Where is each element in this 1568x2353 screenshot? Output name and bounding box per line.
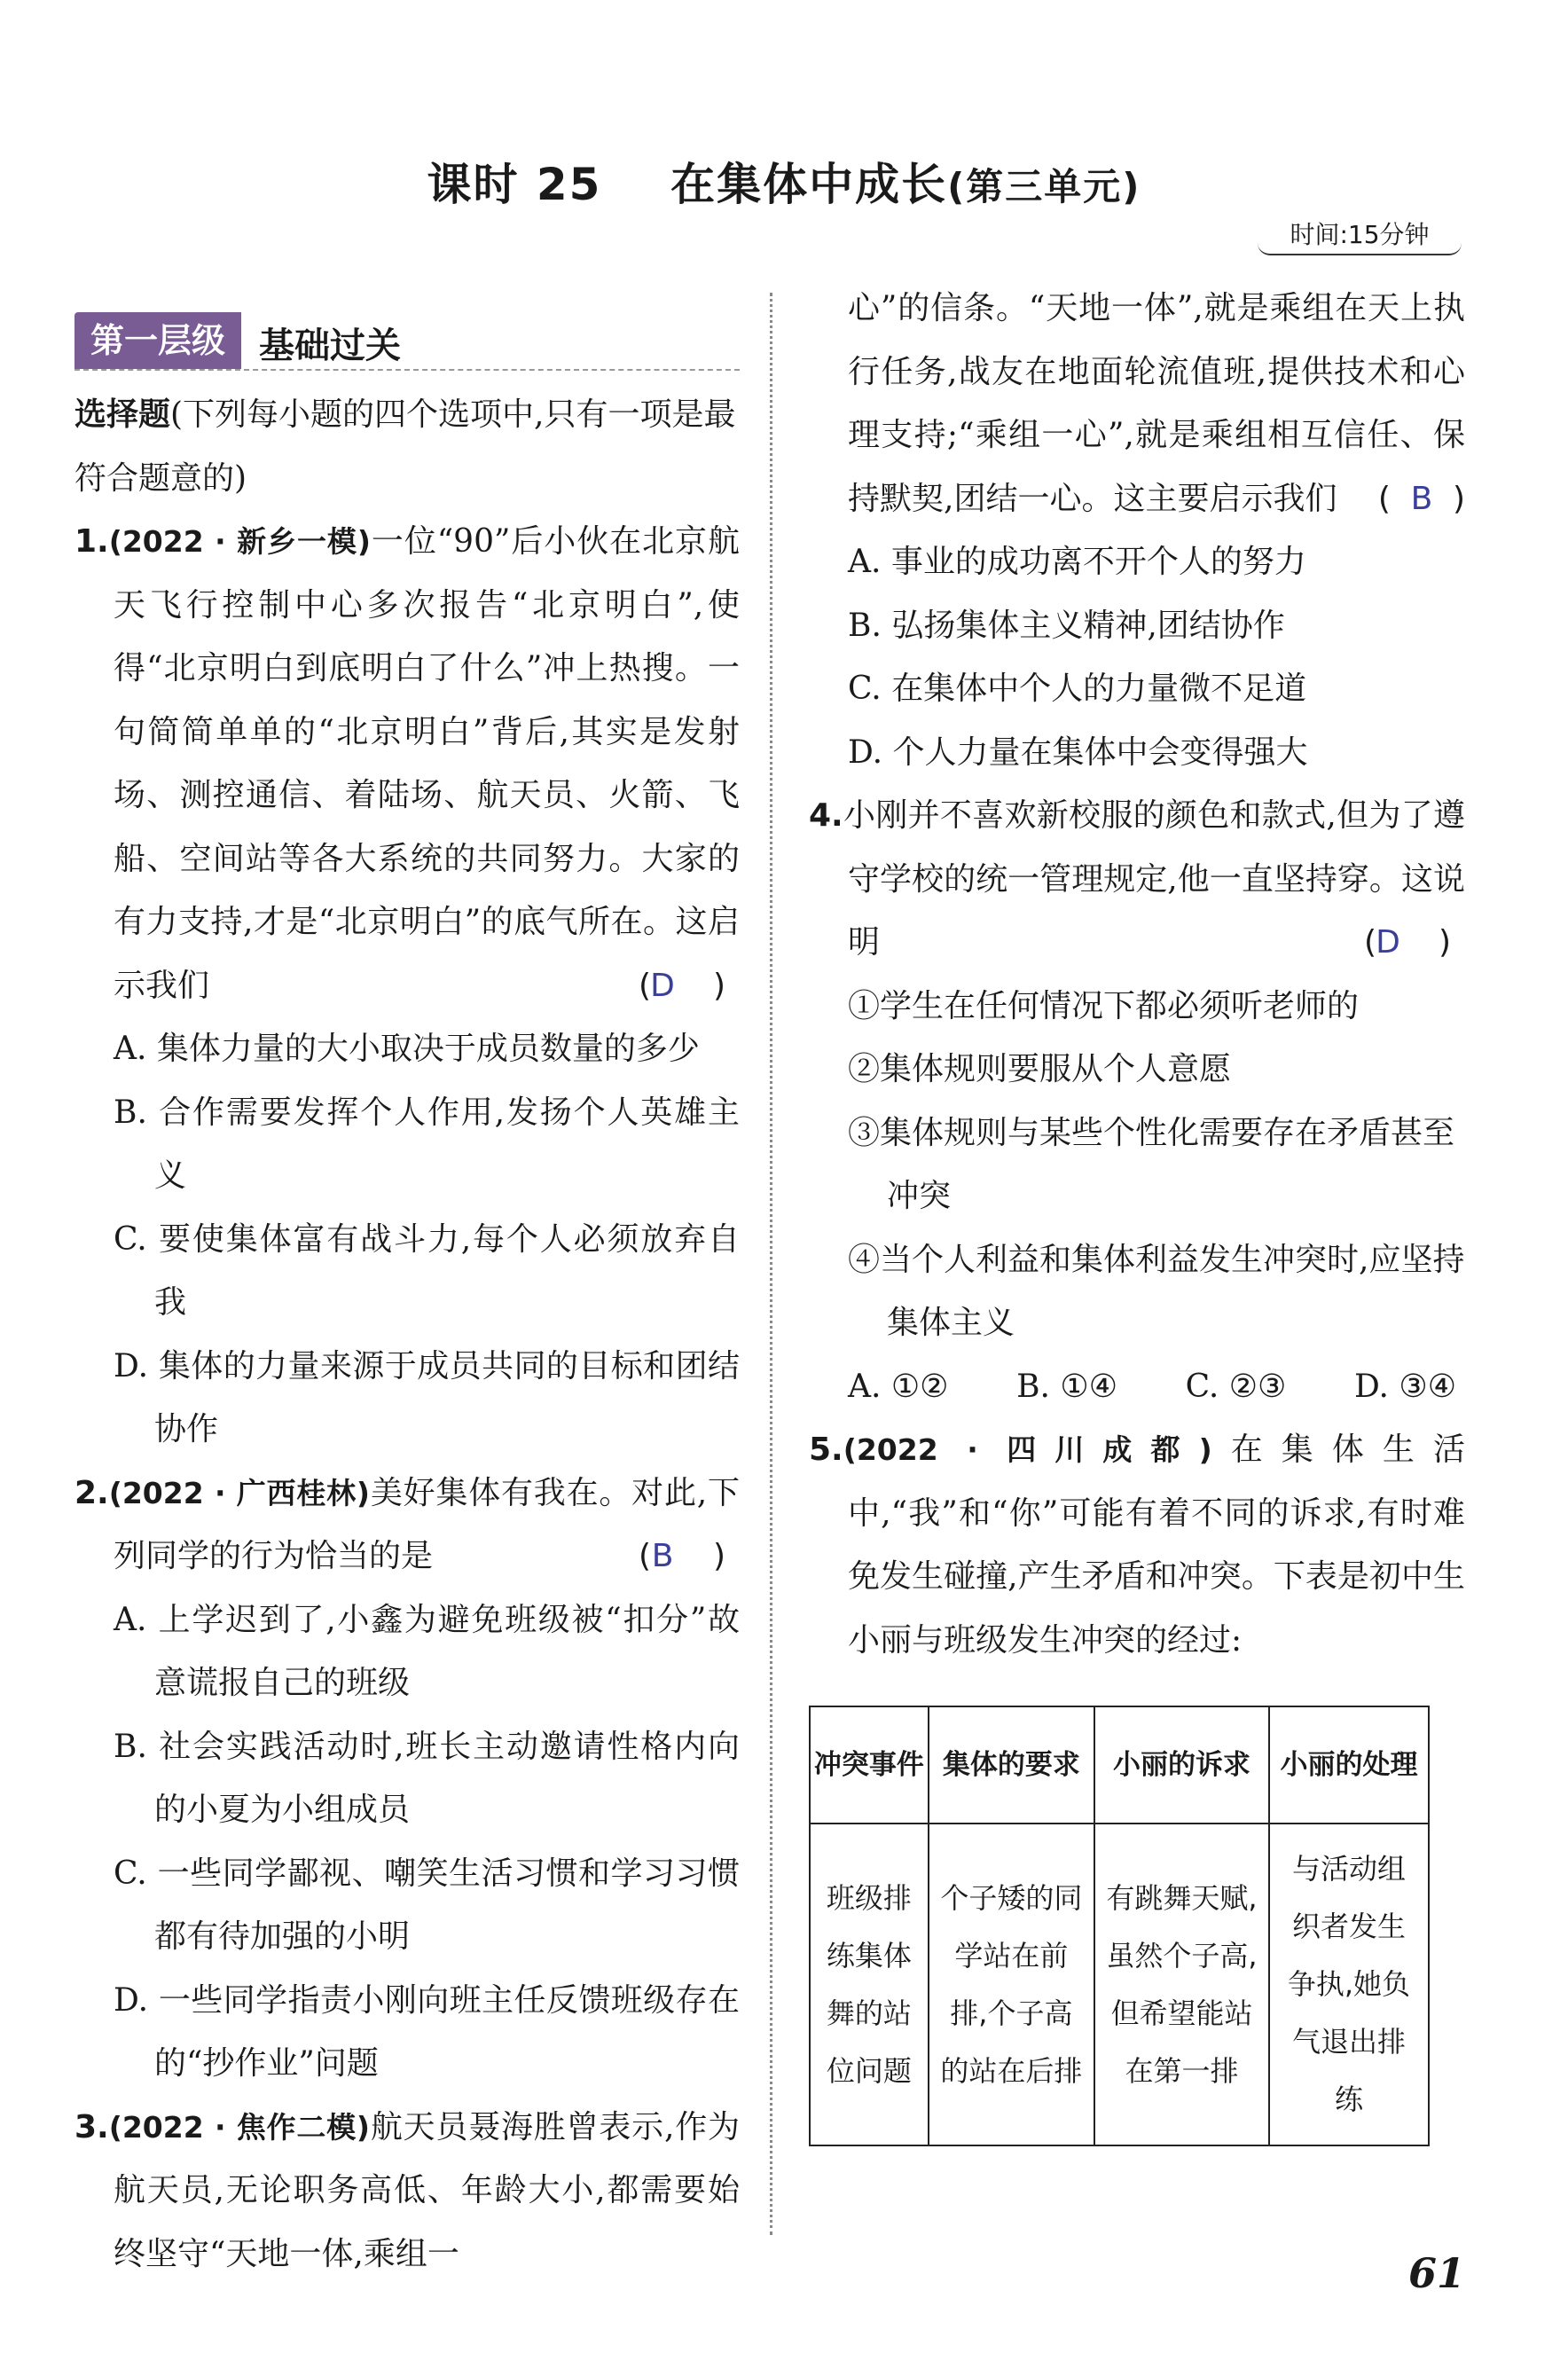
question-3 <box>74 2096 740 2286</box>
option-a: A. ①② <box>848 1368 949 1405</box>
section-title: 基础过关 <box>259 325 402 366</box>
table-header: 小丽的诉求 <box>1094 1706 1269 1824</box>
question-source: (2022 · 新乡一模) <box>108 524 371 559</box>
unit-label: (第三单元) <box>947 165 1141 208</box>
option-c: C. 要使集体富有战斗力,每个人必须放弃自我 <box>114 1220 740 1321</box>
answer: B <box>651 1538 674 1574</box>
option-d: D. 集体的力量来源于成员共同的目标和团结协作 <box>114 1347 740 1447</box>
answer-bracket: (D ) <box>678 954 740 1018</box>
option-b: B. 社会实践活动时,班长主动邀请性格内向的小夏为小组成员 <box>114 1728 740 1828</box>
question-text: 美好集体有我在。对此,下列同学的行为恰当的是 <box>114 1474 740 1574</box>
question-source: (2022 · 广西桂林) <box>108 1475 371 1510</box>
option-b: B. 合作需要发挥个人作用,发扬个人英雄主义 <box>114 1094 740 1194</box>
table-cell: 班级排练集体舞的站位问题 <box>810 1824 929 2145</box>
page-title <box>0 149 1568 213</box>
question-3-continued <box>809 277 1465 530</box>
answer: D <box>1376 924 1400 961</box>
table-header: 集体的要求 <box>929 1706 1094 1824</box>
table-cell: 个子矮的同学站在前排,个子高的站在后排 <box>929 1824 1094 2145</box>
question-text: 航天员聂海胜曾表示,作为航天员,无论职务高低、年龄大小,都需要始终坚守“天地一体,乘组一 <box>114 2108 740 2272</box>
answer: D <box>650 967 675 1004</box>
answer-bracket: (B ) <box>678 1525 740 1588</box>
option-a: A. 事业的成功离不开个人的努力 <box>848 544 1306 580</box>
table-row <box>810 1824 1429 2145</box>
answer-bracket: ( B ) <box>1378 467 1465 531</box>
question-number: 4. <box>809 797 843 834</box>
section-tag: 第一层级 <box>74 312 241 369</box>
option-a: A. 上学迟到了,小鑫为避免班级被“扣分”故意谎报自己的班级 <box>114 1601 740 1701</box>
question-number: 3. <box>74 2108 109 2145</box>
question-5 <box>770 1418 1465 1672</box>
lesson-number: 课时 25 <box>427 159 602 210</box>
option-d: D. ③④ <box>1353 1368 1456 1405</box>
conflict-table <box>809 1706 1430 2146</box>
lesson-title: 在集体中成长 <box>670 159 948 210</box>
time-badge: 时间:15分钟 <box>1258 216 1462 255</box>
question-source: (2022 · 焦作二模) <box>108 2109 371 2145</box>
question-text: 一位“90”后小伙在北京航天飞行控制中心多次报告“北京明白”,使得“北京明白到底明白了什么”冲上热搜。一句简简单单的“北京明白”背后,其实是发射场、测控通信、着陆场、航天员、火箭、飞船、空间站等各大系统的共同努力。大家的有力支持,才是“北京明白”的底气所在。这启示我们 <box>114 523 740 1004</box>
statement-3: ③集体规则与某些个性化需要存在矛盾甚至冲突 <box>848 1114 1455 1214</box>
question-text: 小刚并不喜欢新校服的颜色和款式,但为了遵守学校的统一管理规定,他一直坚持穿。这说明 <box>843 797 1465 961</box>
option-c: C. ②③ <box>1185 1368 1287 1405</box>
table-cell: 与活动组织者发生争执,她负气退出排练 <box>1269 1824 1429 2145</box>
table-header: 冲突事件 <box>810 1706 929 1824</box>
right-column <box>809 277 1465 2146</box>
table-cell: 有跳舞天赋,虽然个子高,但希望能站在第一排 <box>1094 1824 1269 2145</box>
option-c: C. 一些同学鄙视、嘲笑生活习惯和学习习惯都有待加强的小明 <box>114 1855 740 1955</box>
option-d: D. 一些同学指责小刚向班主任反馈班级存在的“抄作业”问题 <box>114 1981 740 2082</box>
option-d: D. 个人力量在集体中会变得强大 <box>848 733 1308 771</box>
option-c: C. 在集体中个人的力量微不足道 <box>848 671 1307 707</box>
table-header: 小丽的处理 <box>1269 1706 1429 1824</box>
question-text: 心”的信条。“天地一体”,就是乘组在天上执行任务,战友在地面轮流值班,提供技术和心理支持;“乘组一心”,就是乘组相互信任、保持默契,团结一心。这主要启示我们 <box>848 290 1465 517</box>
table-header-row <box>810 1706 1429 1824</box>
options-row <box>809 1355 1465 1419</box>
statement-1: ①学生在任何情况下都必须听老师的 <box>848 987 1360 1024</box>
question-number: 5. <box>809 1431 843 1468</box>
question-stem <box>74 383 740 510</box>
section-header <box>74 310 740 371</box>
page-number: 61 <box>1408 2249 1466 2297</box>
question-number: 1. <box>74 523 109 560</box>
question-source: (2022 · 四川成都) <box>843 1432 1212 1467</box>
answer: B <box>1410 480 1433 517</box>
question-4 <box>770 784 1465 975</box>
statement-2: ②集体规则要服从个人意愿 <box>848 1051 1232 1087</box>
statement-4: ④当个人利益和集体利益发生冲突时,应坚持集体主义 <box>848 1241 1465 1341</box>
stem-text: (下列每小题的四个选项中,只有一项是最符合题意的) <box>74 396 736 497</box>
option-a: A. 集体力量的大小取决于成员数量的多少 <box>114 1031 700 1067</box>
column-divider <box>770 293 772 2235</box>
stem-label: 选择题 <box>74 396 171 433</box>
question-1 <box>74 510 740 1017</box>
question-2 <box>74 1462 740 1588</box>
option-b: B. ①④ <box>1016 1368 1117 1405</box>
question-text: 在集体生活中,“我”和“你”可能有着不同的诉求,有时难免发生碰撞,产生矛盾和冲突。下表是初中生小丽与班级发生冲突的经过: <box>848 1431 1465 1659</box>
answer-bracket: (D ) <box>1403 911 1465 975</box>
question-number: 2. <box>74 1474 109 1511</box>
option-b: B. 弘扬集体主义精神,团结协作 <box>848 607 1285 644</box>
left-column <box>74 310 740 2286</box>
